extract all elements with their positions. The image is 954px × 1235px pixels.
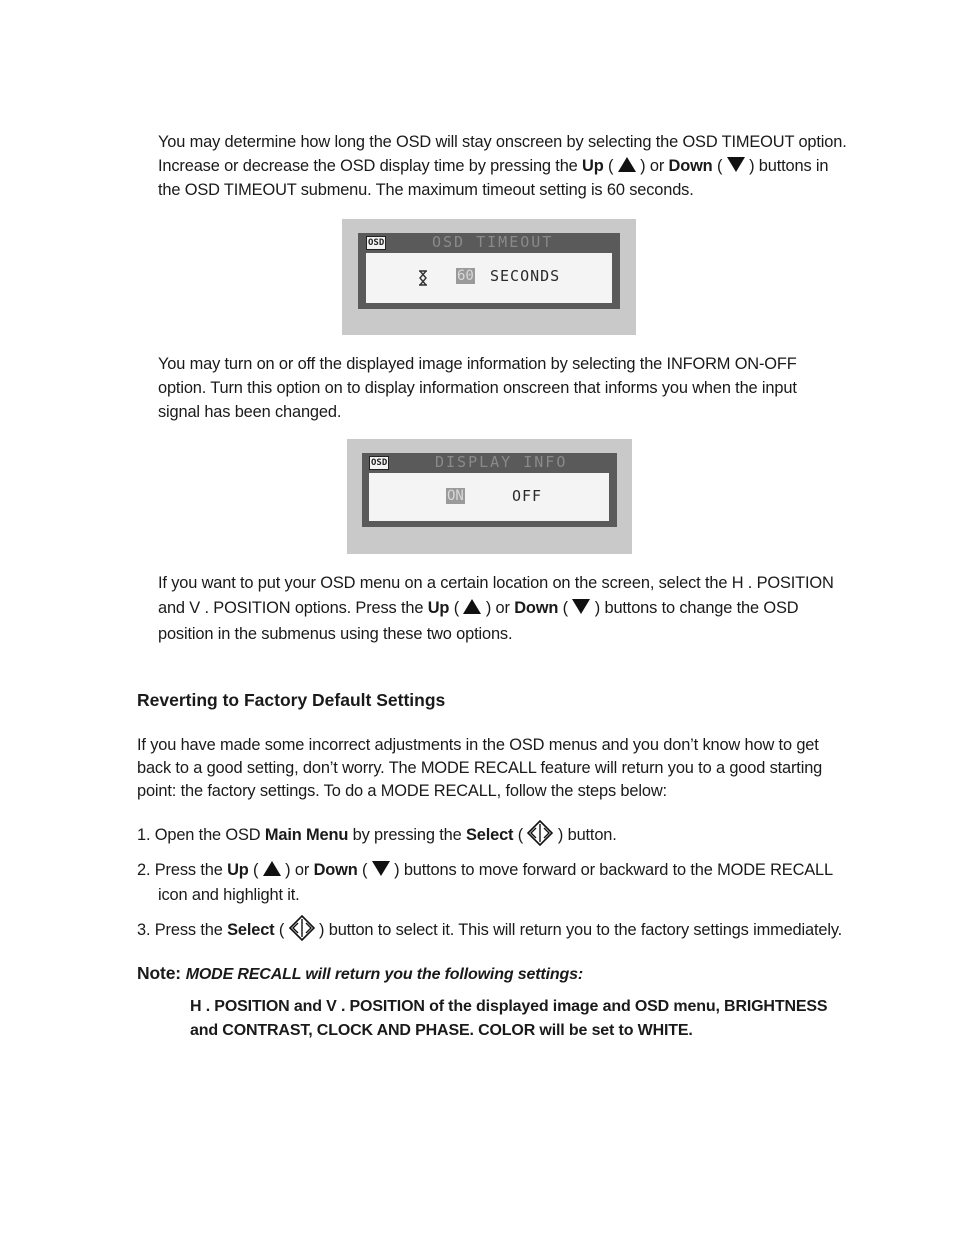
text-span: 2. Press the xyxy=(137,861,228,879)
text-span: and V . POSITION options. Press the xyxy=(158,599,428,617)
inform-paragraph-line3: signal has been changed. xyxy=(158,403,342,421)
select-label: Select xyxy=(465,826,514,844)
position-paragraph-line3: position in the submenus using these two options. xyxy=(158,625,513,643)
text-span: ( xyxy=(603,157,618,175)
osd-title: OSD TIMEOUT xyxy=(432,233,554,251)
up-label: Up xyxy=(227,861,249,879)
timeout-value: 60 xyxy=(457,268,474,284)
note-detail-line1: H . POSITION and V . POSITION of the displayed image and OSD menu, BRIGHTNESS xyxy=(190,998,828,1015)
text-span: ) button. xyxy=(553,826,617,844)
note xyxy=(137,961,583,987)
down-triangle-icon xyxy=(372,861,390,876)
text-span: ( xyxy=(558,599,573,617)
note-label: Note: xyxy=(137,963,186,983)
timeout-unit: SECONDS xyxy=(490,267,561,285)
text-span: 1. Open the OSD xyxy=(137,826,265,844)
text-span: ( xyxy=(357,861,372,879)
text-span: ) buttons to move forward or backward to the MODE RECALL xyxy=(389,861,833,879)
text-span: ) button to select it. This will return you to the factory settings immediately. xyxy=(314,921,843,939)
osd-inner-panel xyxy=(366,253,612,303)
osd-inner-panel xyxy=(369,473,609,521)
osd-badge: OSD xyxy=(368,238,385,248)
osd-display-info-screenshot xyxy=(347,439,632,554)
osd-timeout-screenshot xyxy=(342,219,636,335)
step-2-line2: icon and highlight it. xyxy=(158,886,300,904)
text-span: Increase or decrease the OSD display time by pressing the xyxy=(158,157,583,175)
up-label: Up xyxy=(427,599,450,617)
text-span: ( xyxy=(274,921,289,939)
inform-paragraph-line2: option. Turn this option on to display information onscreen that informs you when the input xyxy=(158,379,797,397)
osd-badge: OSD xyxy=(371,458,388,468)
text-span: ) or xyxy=(280,861,314,879)
down-triangle-icon xyxy=(727,157,745,172)
up-label: Up xyxy=(582,157,604,175)
text-span: ) buttons to change the OSD xyxy=(590,599,799,617)
step-1 xyxy=(137,820,617,847)
down-label: Down xyxy=(514,599,559,617)
display-info-on: ON xyxy=(447,488,464,504)
timeout-paragraph-line3: the OSD TIMEOUT submenu. The maximum timeout setting is 60 seconds. xyxy=(158,181,694,199)
recall-paragraph-line2: back to a good setting, don’t worry. The MODE RECALL feature will return you to a good starting xyxy=(137,759,823,777)
hourglass-icon xyxy=(418,270,428,286)
select-diamond-icon xyxy=(527,820,553,846)
up-triangle-icon xyxy=(618,157,636,172)
recall-paragraph-line3: point: the factory settings. To do a MODE RECALL, follow the steps below: xyxy=(137,782,667,800)
timeout-paragraph-line2 xyxy=(158,154,828,178)
section-heading: Reverting to Factory Default Settings xyxy=(137,690,446,710)
display-info-off: OFF xyxy=(512,487,543,505)
step-2 xyxy=(137,858,833,882)
down-label: Down xyxy=(668,157,713,175)
select-label: Select xyxy=(227,921,275,939)
position-paragraph-line1: If you want to put your OSD menu on a certain location on the screen, select the H . POSITION xyxy=(158,574,834,592)
timeout-paragraph-line1: You may determine how long the OSD will stay onscreen by selecting the OSD TIMEOUT option. xyxy=(158,133,847,151)
text-span: ( xyxy=(712,157,727,175)
text-span: ( xyxy=(248,861,263,879)
text-span: ) buttons in xyxy=(744,157,829,175)
text-span: ) or xyxy=(481,599,515,617)
select-diamond-icon xyxy=(289,915,315,941)
text-span: ) or xyxy=(635,157,669,175)
inform-paragraph-line1: You may turn on or off the displayed image information by selecting the INFORM ON-OFF xyxy=(158,355,797,373)
step-3 xyxy=(137,915,842,942)
text-span: ( xyxy=(449,599,464,617)
down-triangle-icon xyxy=(572,599,590,614)
up-triangle-icon xyxy=(263,861,281,876)
text-span: ( xyxy=(513,826,528,844)
recall-paragraph-line1: If you have made some incorrect adjustments in the OSD menus and you don’t know how to get xyxy=(137,736,819,754)
text-span: by pressing the xyxy=(348,826,466,844)
main-menu-label: Main Menu xyxy=(264,826,349,844)
osd-title: DISPLAY INFO xyxy=(435,453,568,471)
note-detail-line2: and CONTRAST, CLOCK AND PHASE. COLOR will be set to WHITE. xyxy=(190,1022,693,1039)
position-paragraph-line2 xyxy=(158,596,798,620)
text-span: 3. Press the xyxy=(137,921,228,939)
note-text: MODE RECALL will return you the following settings: xyxy=(185,966,584,983)
down-label: Down xyxy=(313,861,358,879)
up-triangle-icon xyxy=(463,599,481,614)
